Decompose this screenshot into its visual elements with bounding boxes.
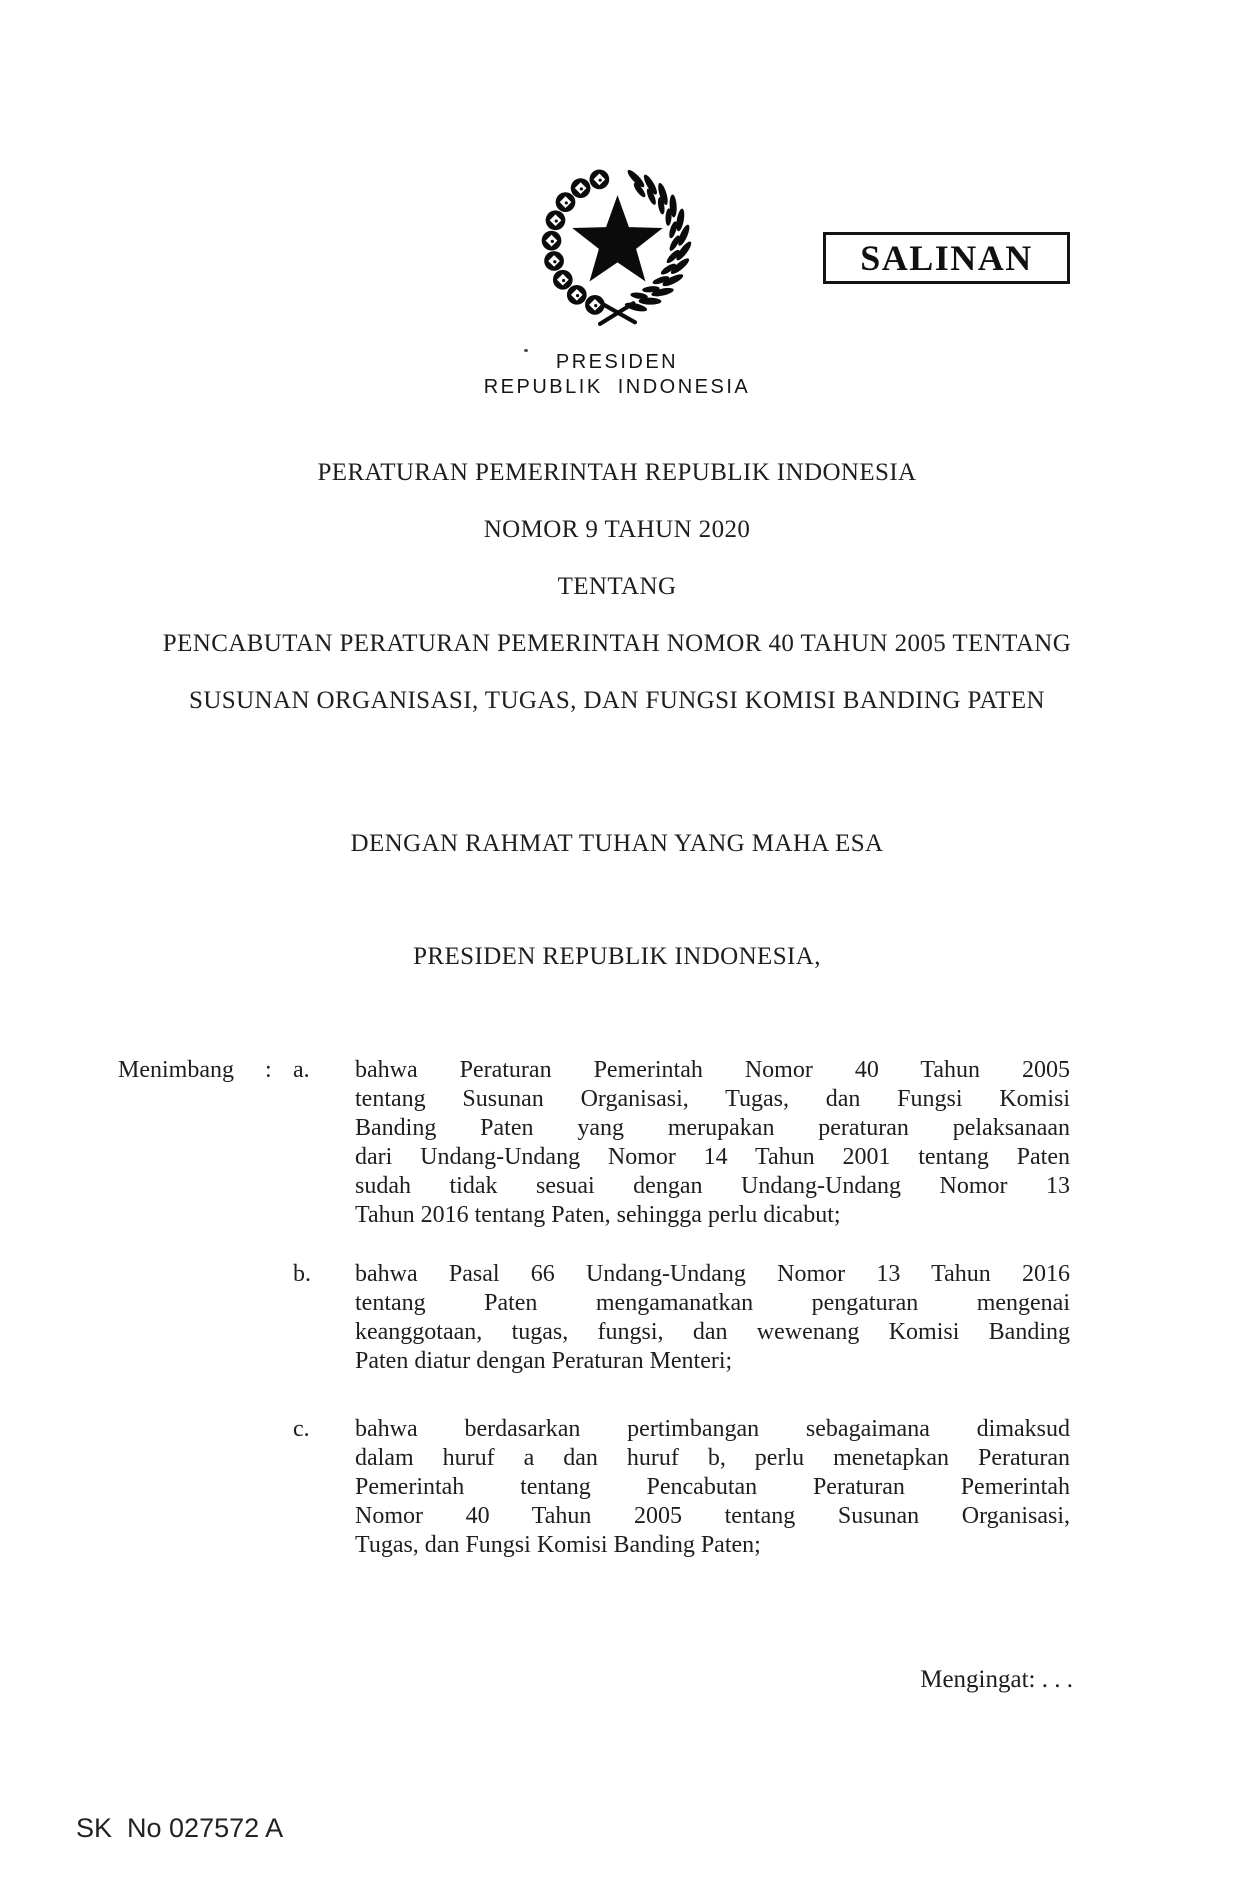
- regulation-number-line: NOMOR 9 TAHUN 2020: [483, 516, 751, 543]
- considering-item-marker: b.: [293, 1261, 311, 1287]
- letterhead: [0, 350, 1234, 400]
- national-star-wreath-emblem-icon: [538, 165, 697, 327]
- considering-item-line: keanggotaan, tugas, fungsi, dan wewenang Komisi Banding: [355, 1319, 1070, 1345]
- considering-item-line: Nomor 40 Tahun 2005 tentang Susunan Organisasi,: [355, 1503, 1070, 1529]
- considering-item-line: bahwa Pasal 66 Undang-Undang Nomor 13 Tahun 2016: [355, 1261, 1070, 1287]
- emblem-svg: [538, 165, 697, 327]
- tentang-line: TENTANG: [557, 573, 677, 600]
- salinan-stamp-label: SALINAN: [860, 238, 1033, 278]
- regulation-subject-line1: PENCABUTAN PERATURAN PEMERINTAH NOMOR 40 TAHUN 2005 TENTANG: [162, 630, 1072, 657]
- considering-items: [293, 1056, 1070, 1560]
- letterhead-line-presiden: PRESIDEN: [555, 351, 679, 373]
- considering-item-line: bahwa berdasarkan pertimbangan sebagaimana dimaksud: [355, 1416, 1070, 1442]
- considering-item-marker: c.: [293, 1416, 310, 1442]
- considering-item-a: [293, 1056, 1070, 1230]
- star-icon: [572, 195, 663, 281]
- letterhead-line-republik-indonesia: REPUBLIK INDONESIA: [483, 376, 751, 398]
- considering-item-line: dari Undang-Undang Nomor 14 Tahun 2001 tentang Paten: [355, 1144, 1070, 1170]
- considering-label: Menimbang: [118, 1057, 234, 1083]
- invocation-line: DENGAN RAHMAT TUHAN YANG MAHA ESA: [350, 830, 884, 857]
- considering-item-line: sudah tidak sesuai dengan Undang-Undang Nomor 13: [355, 1173, 1070, 1199]
- considering-item-line: Tahun 2016 tentang Paten, sehingga perlu dicabut;: [355, 1202, 841, 1228]
- salinan-stamp: [823, 232, 1070, 284]
- authority-line: PRESIDEN REPUBLIK INDONESIA,: [413, 943, 821, 970]
- considering-item-line: tentang Susunan Organisasi, Tugas, dan Fungsi Komisi: [355, 1086, 1070, 1112]
- scan-artifact: [524, 349, 528, 352]
- considering-item-line: Tugas, dan Fungsi Komisi Banding Paten;: [355, 1532, 761, 1558]
- considering-section: [118, 1056, 1070, 1560]
- considering-item-line: dalam huruf a dan huruf b, perlu menetapkan Peraturan: [355, 1445, 1070, 1471]
- considering-separator: :: [265, 1057, 272, 1083]
- regulation-title-line1: PERATURAN PEMERINTAH REPUBLIK INDONESIA: [317, 459, 917, 486]
- sk-number: SK No 027572 A: [76, 1813, 284, 1843]
- considering-item-line: Pemerintah tentang Pencabutan Peraturan Pemerintah: [355, 1474, 1070, 1500]
- considering-item-text: [355, 1056, 1070, 1230]
- considering-item-b: [293, 1260, 1070, 1376]
- continuation-catchword: Mengingat: . . .: [920, 1666, 1073, 1693]
- considering-item-text: [355, 1415, 1070, 1560]
- considering-item-line: tentang Paten mengamanatkan pengaturan mengenai: [355, 1290, 1070, 1316]
- considering-item-text: [355, 1260, 1070, 1376]
- regulation-subject-line2: SUSUNAN ORGANISASI, TUGAS, DAN FUNGSI KOMISI BANDING PATEN: [189, 687, 1045, 714]
- considering-item-line: bahwa Peraturan Pemerintah Nomor 40 Tahun 2005: [355, 1057, 1070, 1083]
- considering-item-marker: a.: [293, 1057, 310, 1083]
- considering-item-c: [293, 1415, 1070, 1560]
- considering-item-line: Banding Paten yang merupakan peraturan pelaksanaan: [355, 1115, 1070, 1141]
- considering-item-line: Paten diatur dengan Peraturan Menteri;: [355, 1348, 733, 1374]
